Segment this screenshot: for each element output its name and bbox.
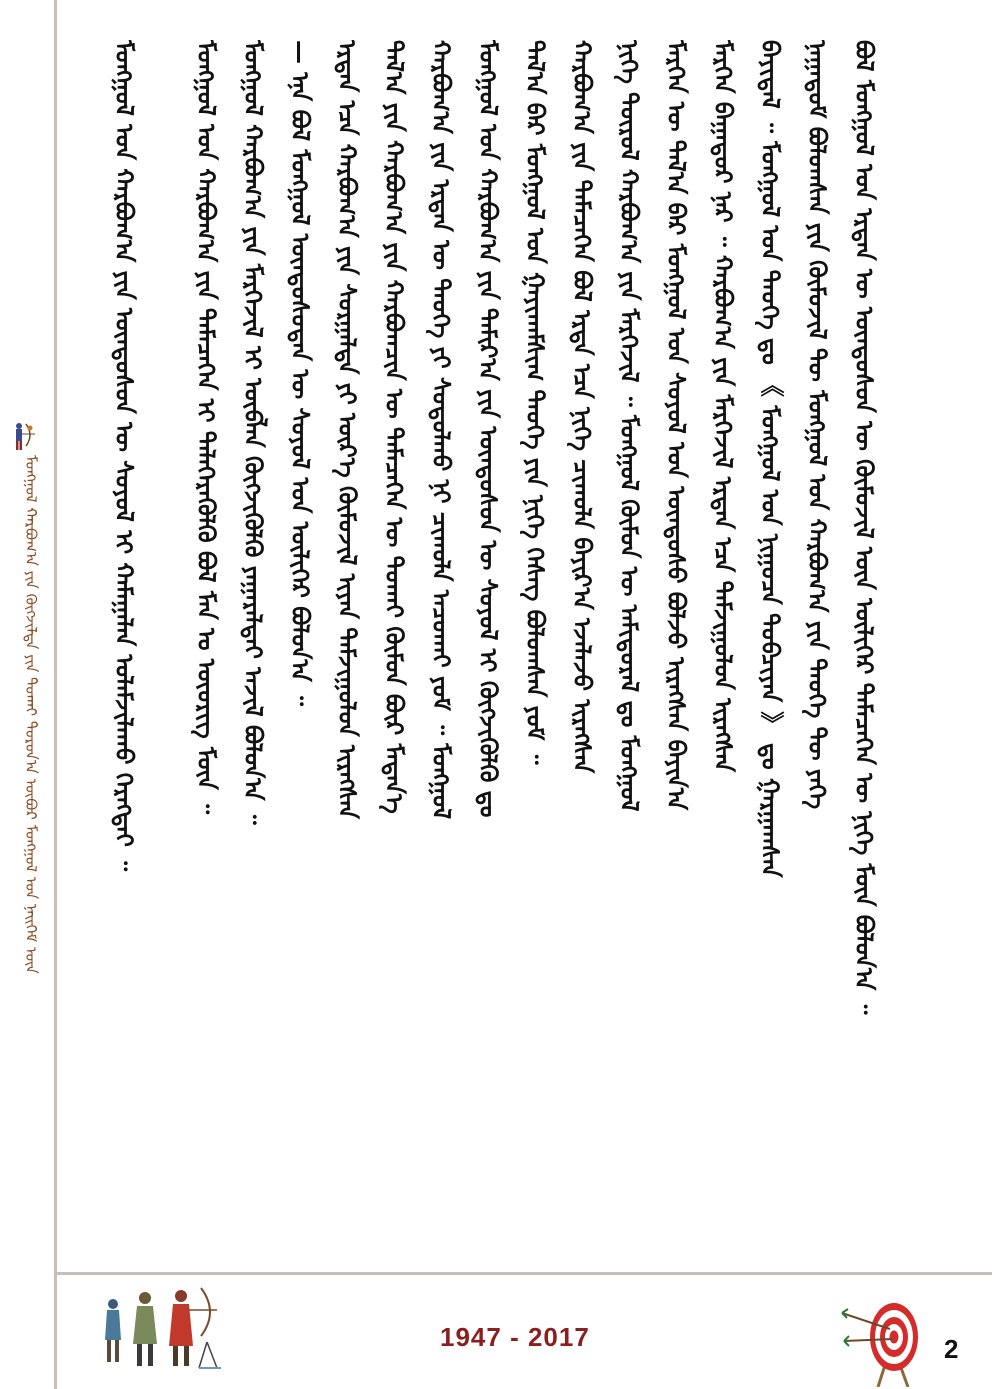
- text-column: ᠨᠠᠭᠠᠳᠤᠮ ᠪᠣᠯᠤᠭᠰᠠᠨ ᠶᠢᠨ ᠬᠦᠮᠦᠵᠢᠯ ᠲᠦ ᠮᠣᠩᠭᠣᠯ ᠤᠨ ᠬᠠᠷᠪᠤᠭ᠎ᠠ ᠶᠢᠨ ᠲᠡᠦᠬᠡ ᠲᠦ ᠶᠡᠬᠡ: [803, 40, 831, 810]
- archery-target-icon: [838, 1295, 933, 1387]
- text-column: ᠲᠠᠯ᠎ᠠ ᠪᠠᠷ ᠮᠣᠩᠭᠣᠯ ᠤᠨ ᠭᠠᠶᠢᠬᠠᠮᠰᠢᠭ ᠲᠡᠦᠬᠡ ᠶᠢᠨ ᠨᠢᠭᠡ ᠬᠡᠰᠡᠭ ᠪᠣᠯᠤᠭᠰᠠᠨ ᠶᠤᠮ ᠃: [521, 40, 549, 765]
- mongolian-text-body: [95, 40, 885, 1250]
- text-column: ᠡᠷᠲᠡᠨ ᠡᠴᠡ ᠬᠠᠷᠪᠤᠭ᠎ᠠ ᠶᠢᠨ ᠰᠤᠷᠭᠠᠯᠲᠠ ᠶᠢ ᠦᠷ᠎ᠡ ᠬᠦᠮᠦᠵᠢᠯ ᠢᠶᠡᠨ ᠳᠠᠮᠵᠢᠭᠤᠯᠤᠨ ᠢᠷᠡᠭᠰᠡᠨ: [333, 40, 361, 820]
- text-column: ᠪᠠᠶᠢᠳᠠᠯ ᠃ ᠮᠣᠩᠭᠣᠯ ᠤᠨ ᠲᠡᠦᠬᠡ ᠳᠤ 《 ᠮᠣᠩᠭᠣᠯ ᠤᠨ ᠨᠢᠭᠤᠴᠠ ᠲᠣᠪᠴᠢᠶᠠᠨ 》 ᠳᠤ ᠭᠠᠷᠭᠠᠭᠰᠠᠨ: [756, 40, 784, 878]
- archer-mini-icon: [8, 420, 38, 454]
- page-number: 2: [944, 1334, 959, 1364]
- anniversary-years: 1947 - 2017: [440, 1322, 590, 1352]
- footer-rule: [54, 1272, 992, 1275]
- running-title: ᠮᠣᠩᠭᠣᠯ ᠬᠠᠷᠪᠤᠭ᠎ᠠ ᠶᠢᠨ ᠬᠥᠭᠵᠢᠯᠲᠡ ᠶᠢᠨ ᠲᠤᠬᠠᠢ ᠳᠣᠷᠤᠨ᠎ᠠ ᠥᠪᠥᠷ ᠮᠣᠩᠭᠣᠯ ᠤᠨ ᠨᠡᠢᠭᠡᠮ ᠦᠨ: [22, 455, 40, 974]
- vertical-rule: [54, 0, 57, 1389]
- text-column: ᠪᠣᠯ ᠮᠣᠩᠭᠣᠯ ᠤᠨ ᠡᠷᠲᠡᠨ ᠦ ᠦᠨᠳᠦᠰᠦᠨ ᠦ ᠬᠦᠮᠦᠵᠢᠯ ᠦᠨ ᠦᠯᠢᠭᠡᠷ ᠲᠡᠮᠡᠴᠡᠭᠡᠨ ᠦ ᠨᠢᠭᠡ ᠮᠥᠨ ᠪᠣᠯᠤᠨ᠎ᠠ ᠃: [850, 40, 878, 1015]
- text-column: ᠮᠡᠷᠭᠡᠨ ᠪᠠᠭᠠᠲᠤᠷ ᠨᠠᠷ ᠃ ᠬᠠᠷᠪᠤᠭ᠎ᠠ ᠶᠢᠨ ᠮᠡᠷᠭᠡᠵᠢᠯ ᠡᠷᠲᠡᠨ ᠡᠴᠡ ᠳᠠᠮᠵᠢᠭᠤᠯᠤᠨ ᠢᠷᠡᠭᠰᠡᠨ: [709, 40, 737, 773]
- text-column: ᠮᠣᠩᠭᠣᠯ ᠬᠠᠷᠪᠤᠭ᠎ᠠ ᠶᠢᠨ ᠮᠡᠷᠭᠡᠵᠢᠯ ᠢ ᠥᠪᠯᠡᠨ ᠬᠥᠭᠵᠢᠭᠦᠯᠬᠦ ᠶᠠᠭᠠᠷᠠᠯᠲᠠᠢ ᠠᠵᠢᠯ ᠪᠣᠯᠤᠨ᠎ᠠ ᠃: [239, 40, 267, 825]
- left-margin: [0, 0, 54, 1272]
- text-column: — ᠡᠨᠡ ᠪᠣᠯ ᠮᠣᠩᠭᠣᠯ ᠦᠨᠳᠦᠰᠦᠲᠡᠨ ᠦ ᠰᠣᠶᠣᠯ ᠤᠨ ᠦᠯᠢᠭᠡᠷ ᠪᠣᠯᠤᠨ᠎ᠠ ᠃: [286, 40, 314, 706]
- text-column: ᠲᠠᠯ᠎ᠠ ᠶᠢᠨ ᠬᠠᠷᠪᠤᠭ᠎ᠠ ᠶᠢᠨ ᠬᠠᠷᠪᠤᠭᠴᠢᠨ ᠦ ᠲᠡᠮᠡᠴᠡᠭᠡᠨ ᠦ ᠲᠤᠬᠠᠢ ᠬᠦᠮᠦᠨ ᠪᠦᠷ ᠮᠡᠳᠡᠨ᠎ᠡ: [380, 40, 408, 814]
- text-column: ᠮᠣᠩᠭᠣᠯ ᠤᠨ ᠬᠠᠷᠪᠤᠭ᠎ᠠ ᠶᠢᠨ ᠦᠨᠳᠦᠰᠦᠨ ᠦ ᠰᠣᠶᠣᠯ ᠢ ᠬᠠᠮᠠᠭᠠᠯᠠᠨ ᠤᠯᠠᠮᠵᠢᠯᠠᠬᠤ ᠬᠡᠷᠡᠭᠲᠡᠢ ᠃: [110, 40, 138, 872]
- text-column: ᠨᠢᠭᠡ ᠲᠥᠷᠦᠯ ᠬᠠᠷᠪᠤᠭ᠎ᠠ ᠶᠢᠨ ᠮᠡᠷᠭᠡᠵᠢᠯ ᠃ ᠮᠣᠩᠭᠣᠯ ᠬᠦᠮᠦᠨ ᠦ ᠠᠮᠢᠳᠤᠷᠠᠯ ᠳᠤ ᠮᠣᠩᠭᠣᠯ: [615, 40, 643, 812]
- archers-illustration: [95, 1282, 225, 1372]
- text-column: ᠮᠡᠷᠭᠡᠨ ᠦ ᠲᠠᠯ᠎ᠠ ᠪᠠᠷ ᠮᠣᠩᠭᠣᠯ ᠤᠨ ᠰᠣᠶᠣᠯ ᠤᠨ ᠦᠨᠳᠦᠰᠦ ᠪᠣᠯᠵᠤ ᠢᠷᠡᠭᠰᠡᠨ ᠪᠠᠶᠢᠨ᠎ᠠ: [662, 40, 690, 811]
- text-column: ᠮᠣᠩᠭᠣᠯ ᠤᠨ ᠬᠠᠷᠪᠤᠭ᠎ᠠ ᠶᠢᠨ ᠲᠡᠮᠡᠴᠡᠭᠡᠨ ᠢ ᠳᠡᠯᠡᠭᠡᠷᠡᠭᠦᠯᠬᠦ ᠪᠣᠯ ᠮᠠᠨ ᠤ ᠦᠦᠷᠢᠭ ᠮᠥᠨ ᠃: [192, 40, 220, 815]
- text-column: ᠬᠠᠷᠪᠤᠭ᠎ᠠ ᠶᠢᠨ ᠲᠡᠮᠡᠴᠡᠭᠡᠨ ᠪᠣᠯ ᠡᠷᠲᠡ ᠡᠴᠡ ᠨᠢᠭᠡ ᠴᠢᠬᠤᠯᠠ ᠪᠠᠶᠢᠷ᠎ᠠ ᠡᠵᠡᠯᠡᠵᠦ ᠢᠷᠡᠭᠰᠡᠨ: [568, 40, 596, 774]
- text-column: ᠮᠣᠩᠭᠣᠯ ᠤᠨ ᠬᠠᠷᠪᠤᠭ᠎ᠠ ᠶᠢᠨ ᠲᠠᠮᠢᠷ᠎ᠠ ᠶᠢᠨ ᠦᠨᠳᠦᠰᠦᠨ ᠦ ᠰᠣᠶᠣᠯ ᠢ ᠬᠥᠭᠵᠢᠭᠦᠯᠬᠦ ᠳᠤ: [474, 40, 502, 818]
- text-column: ᠬᠠᠷᠪᠤᠭ᠎ᠠ ᠶᠢᠨ ᠡᠷᠲᠡᠨ ᠦ ᠲᠡᠦᠬᠡ ᠶᠢ ᠰᠤᠳᠤᠯᠬᠤ ᠨᠢ ᠴᠢᠬᠤᠯᠠ ᠠᠴᠤᠬᠠᠢ ᠶᠤᠮ ᠃ ᠮᠣᠩᠭᠣᠯ: [427, 40, 455, 820]
